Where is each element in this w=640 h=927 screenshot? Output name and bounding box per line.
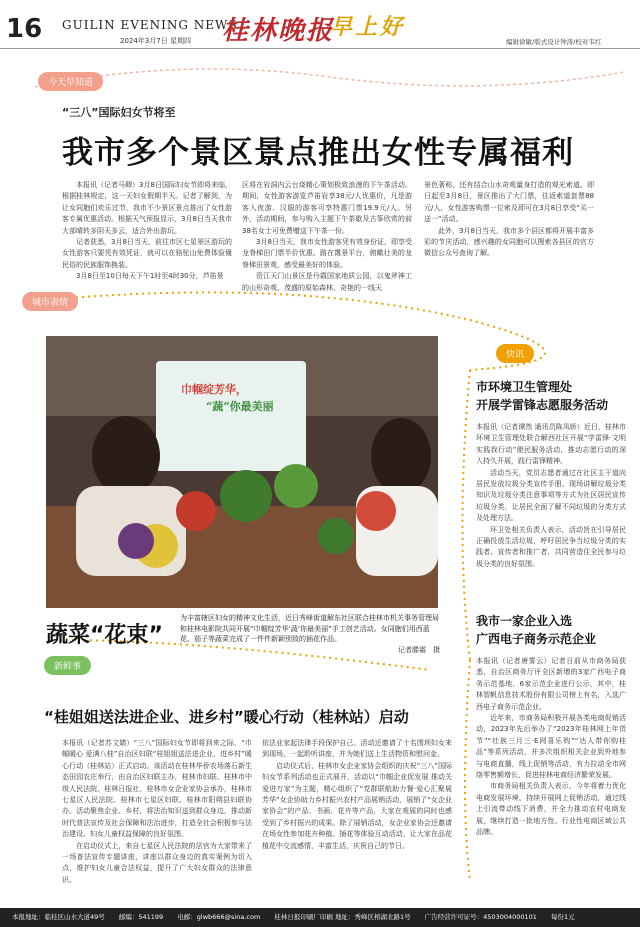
footer-bar	[0, 908, 640, 927]
paragraph: 此外，3月8日当天，我市多个县区都将开展丰富多彩的节庆活动，感兴趣的女同胞可以搜索各县区的官方微信公众号查询了解。	[424, 226, 594, 258]
paragraph: 资江天门山景区是丹霞国家地质公园，以鬼斧神工的山形奇观、茂盛的原始森林、奇艳的一线天	[242, 272, 412, 292]
paragraph: 3月8日至10日每天下午1时至4时30分，芦笛景	[76, 272, 224, 281]
paragraph: 环卫处相关负责人表示，活动旨在引导居民正确投放生活垃圾，呼吁居民争当垃圾分类的实践者、宣传者和推广者，共同营造住全民参与垃圾分类的良好氛围。	[476, 525, 626, 568]
brief2	[476, 612, 626, 839]
brief1-headline-1: 市环境卫生管理处	[476, 380, 573, 394]
paragraph: 区将在岩洞内云台烧精心策划极致浪漫的下午茶活动。期间，女性游客游览芦笛岩享38元/人优惠价，凡是游客入夜游、汉服的游客可享特惠门票19.9元/人。另外，活动期间，参与购入主题下午茶歇及古筝欣赏的前38名女士可免费赠送下午茶一份。	[242, 181, 412, 235]
brief1-body	[476, 422, 626, 570]
story-col3	[424, 180, 594, 260]
story-deck: “三八”国际妇女节将至	[62, 106, 176, 119]
photo-credit: 记者滕霜 摄	[398, 645, 440, 654]
paragraph: 活动当天，党员志愿者通过在社区主干道向居民发放垃圾分类宣传手册、现场讲解垃圾分类知识及垃圾分类注意事项等方式为社区居民宣传垃圾分类，让居民全面了解不同垃圾的分类方式及处理方法。	[476, 468, 626, 523]
paragraph: 近年来，市商务局积极开展各类电商促销活动，2023年先后举办了“2023年桂林网上年货节”“壮族三月三·E网喜乐购”“达人带你购桂品”等系列活动，并多次组织相关企业到外地参与电商直播，线上促销等活动，有力拉动全市网络零售额增长，促进桂林电商经济繁荣发展。	[476, 714, 626, 780]
section-title: 早上好	[330, 15, 406, 40]
footer-email: 电邮：glwb666@sina.com	[177, 913, 261, 921]
brief2-body	[476, 656, 626, 839]
paragraph: 景色著称，还有结合山水奇观量身打造的观光索道。即日起至3月8日，景区推出了大门票，往返索道套票88元/人，女性游客购票一位索及即可在3月8日享受“买一送一”活动。	[424, 181, 594, 224]
footer-address: 本报地址：临桂区山水大道49号	[12, 913, 105, 921]
brief1	[476, 378, 626, 570]
paragraph: 本报讯（记者苏文婧）“三八”国际妇女节即将到来之际，“巾帼暖心 爱满八桂”自治区妇联“桂姐姐送法进企业、进乡村”暖心行动（桂林站）正式启动。该活动在桂林华侨农场落石新生态田园农庄举行，由自治区妇联主办，桂林市妇联、桂林市中级人民法院、桂林日报社、桂林市女企业家协会承办，桂林市七星区人民法院、桂林市七星区妇联、桂林市阳朔县妇联协办。活动聚焦企业、乡村，将法治知识送到群众身边，推动新时代普法宣传及社会保障和法治进步，打造全社会积极参与法治建设、妇女儿童权益保障的良好氛围。	[62, 739, 252, 839]
paragraph: 3月8日当天，我市女性游客凭有效身份证，即享受龙脊梯田门票半价优惠。路在霭景平台，俯瞰壮美的龙脊梯田景观，感受最美好的体验。	[242, 238, 412, 269]
brief1-headline-2: 开展学雷锋志愿服务活动	[476, 398, 609, 412]
issue-date: 2024年3月7日 星期四	[120, 37, 191, 45]
paragraph: 本报讯（记者马卿）3月8日国际妇女节即将来临，根据桂林规定，这一天妇女假期半天。记者了解到，为让女同胞们欢乐过节，我市不少景区景点推出了女性游客专属优惠活动。根据天气预报显示，3月8日当天我市大部晴转多阴天多云，适合外出游玩。	[62, 181, 232, 235]
story-col1	[62, 180, 232, 283]
photo-title: 蔬菜“花束”	[46, 623, 163, 648]
board-line2: “蔬”你最美丽	[206, 400, 274, 413]
brief2-headline-2: 广西电子商务示范企业	[476, 632, 597, 646]
paper-name-en: GUILIN EVENING NEWS	[62, 18, 238, 32]
footer-printer: 桂林日报印刷厂印刷 地址：秀峰区榕湖北路1号	[274, 913, 411, 921]
photo-caption	[180, 613, 440, 655]
masthead-rule	[0, 48, 640, 49]
paragraph: 本报讯（记者谭然 通讯员陈凤娇）近日，桂林市环境卫生管理处联合解西社区开展“学雷锋·文明实践我行动”便民服务活动，推动志愿行动的深入持久开展，践行雷锋精神。	[476, 423, 626, 466]
photo-illustration	[46, 336, 438, 608]
bottom-col2	[262, 738, 452, 852]
board-line1: 巾帼绽芳华，	[181, 383, 247, 396]
tag-today: 今天早知道	[38, 72, 103, 91]
editor-credits: 编辑徐敏/版式设计钟涛/校对韦红	[506, 38, 602, 46]
paragraph: 依法业家起法律手段保护自己。活动还邀请了十名围坝妇女来到现场，一起聆听讲座，并为她们送上生活物资和慰问金。	[262, 739, 452, 759]
paper-brand-logo: 桂林晚报	[222, 16, 335, 46]
paragraph: 市商务局相关负责人表示，今年将着力优化电商发展环境，持续开展网上促销活动，通过线上引流带动线下消费，并全力推动农村电商发展，继续打造一批地方性、行业性电商区域公共品牌。	[476, 782, 626, 837]
footer-license: 广告经营许可证号：4503004000101	[424, 913, 537, 921]
footer-postcode: 邮编：541199	[118, 913, 164, 921]
paragraph: 在启动仪式上，来自七星区人民法院的法官为大家带来了一场普法宣传专题讲座，讲座以群众身边的真实案例为切入点，维护妇女儿童合法权益，提升了广大妇女群众的法律意识。	[62, 841, 252, 884]
bottom-headline: “桂姐姐送法进企业、进乡村”暖心行动（桂林站）启动	[44, 708, 409, 726]
paragraph: 本报讯（记者唐雾云）记者日前从市商务局获悉，自治区商务厅评全区新增的3家广西电子商务示范基地、6家示范企业进行公示，其中，桂林智帆信息技术股份有限公司榜上有名，入选广西电子商务示范企业。	[476, 657, 626, 711]
page-number: 16	[6, 14, 43, 44]
paragraph: 启动仪式后，桂林市女企业家协会组织的庆祝“三八”国际妇女节系列活动也正式展开，活动以“巾帼企业促发展 推动关爱进万家”为主题，精心组织了“党群联航助力餐·爱心汇聚展芳华”女企协助力乡村振兴农村产品展销活动，展销了“女企业家协会”的产品、书画、花卉等产品，大家在观展的同时也感受到了乡村振兴的成果。除了展销活动，女企业家协会还邀请在场女性参加花卉种植、插花等体验互动活动，让大家在品花植花中交流感情，丰富生活，庆祝自己的节日。	[262, 761, 452, 850]
tag-express: 快讯	[496, 344, 534, 363]
caption-text: 为丰富辖区妇女的精神文化生活，近日秀峰街道解东社区联合桂林市机关事务管理局和桂林电影院共同开展“巾帼绽芳华‘蔬’你最美丽”手工创艺活动。女同胞们用西蓝花、茄子等蔬菜完成了一件件新颖别致的插花作品。	[180, 614, 439, 643]
brief2-headline-1: 我市一家企业入选	[476, 614, 573, 628]
masthead	[0, 0, 640, 50]
story-headline: 我市多个景区景点推出女性专属福利	[62, 135, 574, 171]
tag-city: 城市表情	[22, 292, 78, 311]
event-photo	[46, 336, 438, 608]
footer-price: 每份1元	[551, 913, 575, 921]
paragraph: 记者获悉，3月8日当天，前往市区七星景区游玩的女性游客只要凭有效凭证，就可以在骆驼山免费体验僮民俗的民族服饰换装。	[62, 238, 232, 269]
bottom-col1	[62, 738, 252, 886]
tag-fresh: 新鲜事	[44, 656, 91, 675]
story-col2	[242, 180, 412, 294]
decor-dotted-line	[30, 62, 630, 92]
